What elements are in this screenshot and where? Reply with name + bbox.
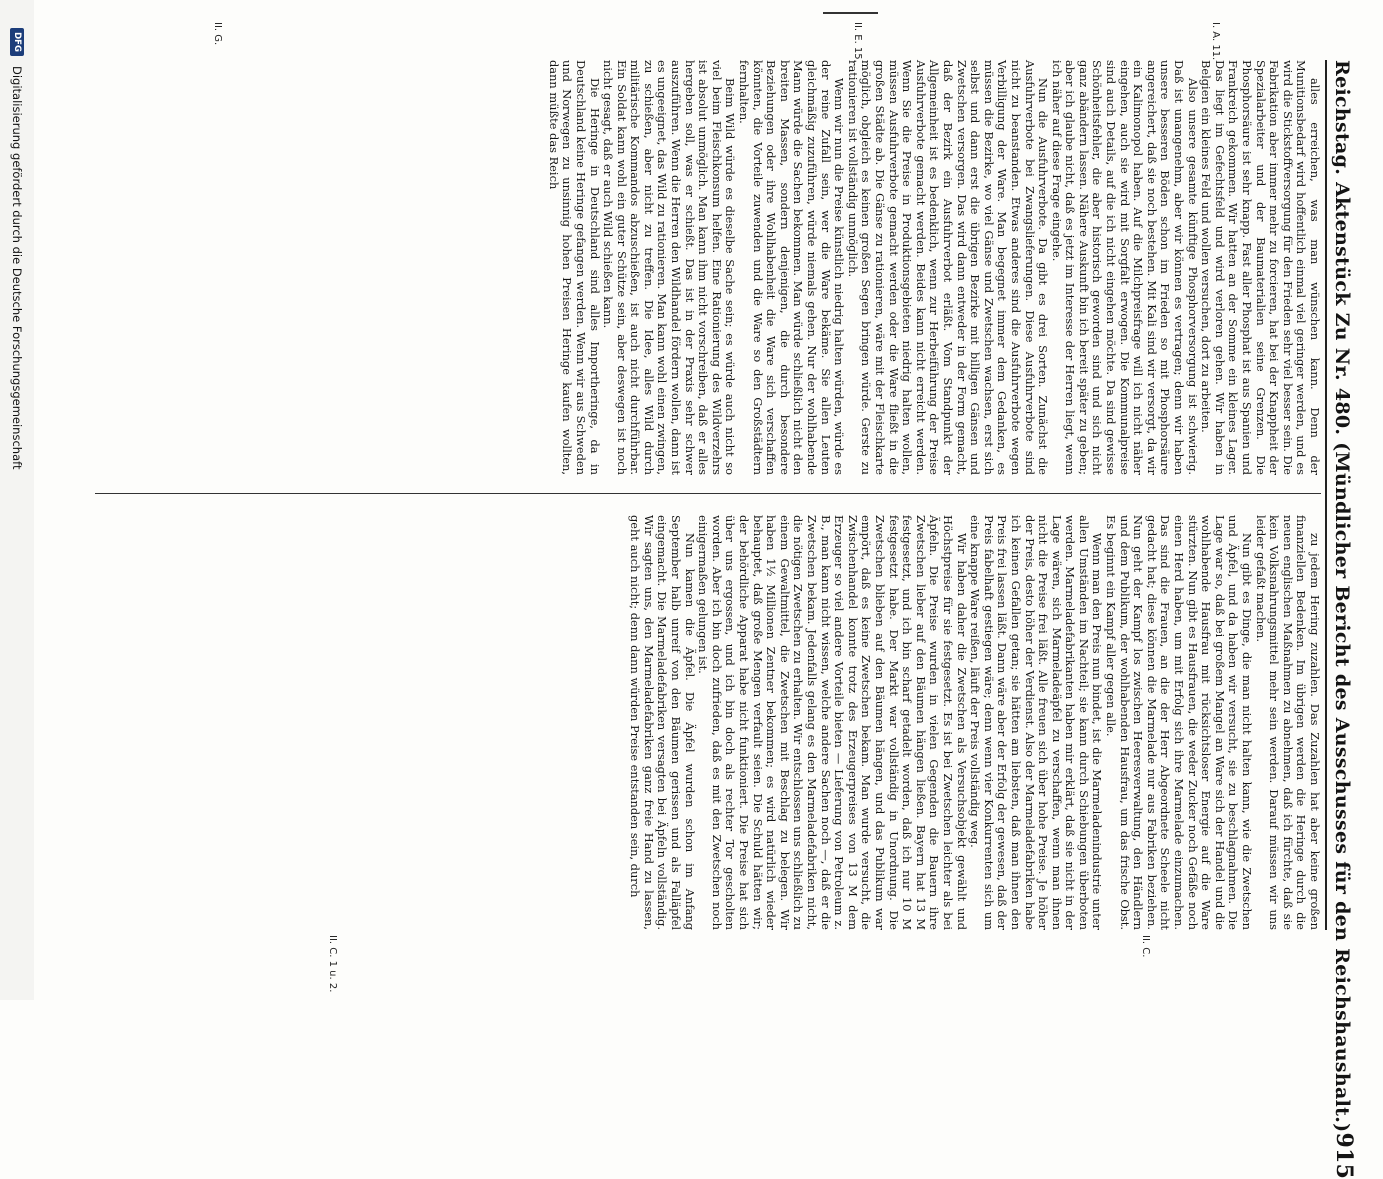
dfg-logo: DFG: [10, 28, 24, 56]
margin-note-ie: II. E. 15.: [852, 22, 863, 63]
paragraph: alles erreichen, was man wünschen kann. Denn der Munitionsbedarf wird hoffentlich einmal viel geringer werden, und es wird die Stickstoffversorgung für den Frieden sehr viel besser sein. Die Fabrikation aber immer mehr zu forcieren, hat bei der Knappheit der Spezialarbeiter und der Baumaterialien seine Grenzen. Die Phosphorsäure ist sehr knapp. Fast aller Phosphat ist aus Spanien und Frankreich gekommen. Wir hatten an der Somme ein kleines Lager. Das liegt im Gefechtsfeld und wird verloren gehen. Wir haben in Belgien ein kleines Feld und wollen versuchen, dort zu arbeiten.: [1199, 60, 1322, 475]
paragraph: Nun gibt es Dinge, die man nicht halten kann, wie die Zwetschen und Äpfel, und da haben wir versucht, sie zu beschlagnahmen. Die Lage war so, daß bei großem Mangel an Ware sich der Handel und die wohlhabende Hausfrau mit rücksichtsloser Energie auf die Ware stürzten. Nun gibt es Hausfrauen, die weder Zucker noch Gefäße noch einen Herd haben, um mit Erfolg sich ihre Marmelade einzumachen. Das sind die Frauen, an die der Herr Abgeordnete Scheele nicht gedacht hat; diese können die Marmelade nur aus Fabriken beziehen. Nun geht der Kampf los zwischen Heeresverwaltung, den Händlern und dem Publikum, der wohlhabenden Hausfrau, um das frische Obst. Es beginnt ein Kampf aller gegen alle.: [1104, 515, 1255, 930]
margin-bar: [823, 12, 878, 14]
margin-note-ia: I. A. 11.: [1210, 22, 1221, 61]
paragraph: Wir haben daher die Zwetschen als Versuchsobjekt gewählt und Höchstpreise für sie festgesetzt. Es ist bei Zwetschen leichter als bei Äpfeln. Die Preise wurden in vielen Gegenden die Bauern ihre Zwetschen lieber auf den Bäumen hängen ließen. Bayern hat 13 M festgesetzt, und ich bin scharf getadelt worden, daß ich nur 10 M festgesetzt habe. Der Markt war vollständig in Unordnung. Die Zwetschen blieben auf den Bäumen hängen, und das Publikum war empört, daß es keine Zwetschen bekam. Man wurde versucht, die Zwischenhandel konnte trotz des Erzeugerpreises von 13 M dem Erzeuger so viel andere Vorteile bieten — Lieferung von Petroleum z. B., man kann nicht wissen, welche andere Sachen noch —, daß er die Zwetschen bekam. Jedenfalls gelang es den Marmeladefabriken nicht, die nötigen Zwetschen zu erhalten. Wir entschlossen uns schließlich zu einem Gewaltmittel, die Zwetschen mit Beschlag zu belegen. Wir haben 1½ Millionen Zentner bekommen; es wird natürlich wieder behauptet, daß große Mengen verfault seien. Die Schuld hätten wir; der behördliche Apparat habe nicht funktioniert. Die Preise hat sich über uns ergossen, und ich bin doch als rechter Tor gescholten worden. Aber ich bin doch zufrieden, daß es mit den Zwetschen noch einigermaßen gelungen ist.: [696, 515, 969, 930]
paragraph: Wenn man den Preis nun bindet, ist die Marmeladenindustrie unter allen Umständen im Nachteil; sie kann durch Schiebungen überboten werden. Marmeladefabrikanten haben mir erklärt, daß sie nicht in der Lage wären, sich Marmeladeäpfel zu verschaffen, wenn man ihnen nicht die Preise frei läßt. Alle freuen sich über hohe Preise. Je höher der Preis, desto höher der Verdienst. Also der Marmeladefabriken habe ich keinen Gefallen getan; sie hätten am liebsten, daß man ihnen den Preis frei lassen läßt. Dann wäre aber der Erfolg der gewesen, daß der Preis fabelhaft gestiegen wäre; denn wenn vier Konkurrenten sich um eine knappe Ware reißen, läuft der Preis vollständig weg.: [968, 515, 1105, 930]
digitization-footer: [0, 0, 34, 1000]
column-divider: [95, 493, 1321, 494]
paragraph: Wenn wir nun die Preise künstlich niedrig halten würden, würde es der reine Zufall sein, wer die Ware bekäme. Sie allen Leuten gleichmäßig zuzuführen, würde niemals gehen. Nur der wohlhabende Mann würde die Sachen bekommen. Man würde schließlich nicht den breiten Massen, sondern denjenigen, die durch besondere Beziehungen oder ihre Wohlhabenheit die Ware sich verschaffen könnten, die Vorteile zuwenden und die Ware so den Großstädtern fernhalten.: [737, 60, 847, 475]
paragraph: Nun die Ausfuhrverbote. Da gibt es drei Sorten. Zunächst die Ausfuhrverbote bei Zwangslieferungen. Diese Ausfuhrverbote sind nicht zu beanstanden. Etwas anderes sind die Ausfuhrverbote wegen Verbilligung der Ware. Man begegnet immer dem Gedanken, es müssen die Bezirke, wo viel Gänse und Zwetschen wachsen, erst sich selbst und dann erst die übrigen Bezirke mit billigen Gänsen und Zwetschen versorgen. Das wird dann entweder in der Form gemacht, daß der Bezirk ein Ausfuhrverbot erläßt. Vom Standpunkt der Allgemeinheit ist es bedenklich, wenn zur Herbeiführung der Preise Ausfuhrverbote gemacht werden. Beides kann nicht erreicht werden. Wenn Sie die Preise in Produktionsgebieten niedrig halten wollen, müssen Ausfuhrverbote gemacht werden oder die Ware fließt in die großen Städte ab. Die Gänse zu rationieren, wäre mit der Fleischkarte möglich, obgleich es keinen großen Segen bringen würde. Gerste zu rationieren ist vollständig unmöglich.: [845, 60, 1051, 475]
margin-note-ig: II. G.: [212, 22, 223, 46]
margin-note-ic2: II. C. 1 u. 2.: [327, 935, 338, 993]
paragraph: zu jedem Hering zuzahlen. Das Zuzahlen hat aber keine großen finanziellen Bedenken. Im übrigen werden die Heringe durch die neuen englischen Maßnahmen zu abnehmen, daß ich fürchte, daß sie kein Volksnahrungsmittel mehr sein werden. Darauf müssen wir uns leider gefaßt machen.: [1253, 515, 1322, 930]
funding-credit: Digitalisierung gefördert durch die Deutsche Forschungsgemeinschaft: [10, 66, 24, 470]
running-title: Reichstag. Aktenstück Zu Nr. 480. (Mündlicher Bericht des Ausschusses für den Reichshaushalt.): [1331, 60, 1353, 1133]
page-header: [1325, 60, 1371, 1179]
text-column-right: [95, 515, 1321, 930]
page-number: 915: [1331, 1132, 1357, 1179]
paragraph: Nun kamen die Äpfel. Die Äpfel wurden schon im Anfang September halb unreif von den Bäumen gerissen und als Falläpfel eingemacht. Die Marmeladefabriken versagten bei Äpfeln vollständig. Wir sagten uns, den Marmeladefabriken ganz freie Hand zu lassen, geht auch nicht; denn dann würden Preise entstanden sein, durch: [628, 515, 697, 930]
paragraph: Die Heringe in Deutschland sind alles Importheringe, da in Deutschland keine Heringe gefangen werden. Wenn wir aus Schweden und Norwegen zu unsinnig hohen Preisen Heringe kaufen wollten, dann müßte das Reich: [546, 60, 602, 475]
paragraph: Beim Wild würde es dieselbe Sache sein; es würde auch nicht so viel beim Fleischkonsum helfen. Eine Rationierung des Wildverzehrs ist absolut unmöglich. Man kann ihm nicht vorschreiben, daß er alles hergeben soll, was er schießt. Das ist in der Praxis sehr schwer auszuführen. Wenn die Herren den Wildhandel fördern wollen, dann ist es ungeeignet, das Wild zu rationieren. Man kann wohl einen zwingen, zu schießen, aber nicht zu treffen. Die Idee, alles Wild durch militärische Kommandos abzuschießen, ist auch nicht durchführbar. Ein Soldat kann wohl ein guter Schütze sein, aber deswegen ist noch nicht gesagt, daß er auch Wild schießen kann.: [601, 60, 738, 475]
text-column-left: [95, 60, 1321, 475]
paragraph: Also unsere gesamte künftige Phosphorversorgung ist schwierig. Daß ist unangenehm, aber wir können es vertragen; denn wir haben unsere besseren Böden schon im Frieden so mit Phosphorsäure angereichert, daß sie noch bestehen. Mit Kali sind wir versorgt, da wir ein Kalimonopol haben. Auf die Milchpreisfrage will ich nicht näher eingehen, auch sie wird mit Sorgfalt erwogen. Die Kommunalpreise sind auch Details, auf die ich nicht eingehen möchte. Da sind gewisse Schönheitsfehler, die aber historisch geworden sind und sich nicht ganz abändern lassen. Nähere Auskunft bin ich bereit später zu geben; aber ich glaube nicht, daß es jetzt im Interesse der Herren liegt, wenn ich näher auf diese Frage eingehe.: [1049, 60, 1200, 475]
margin-note-ic1: II. C.: [1140, 935, 1151, 958]
